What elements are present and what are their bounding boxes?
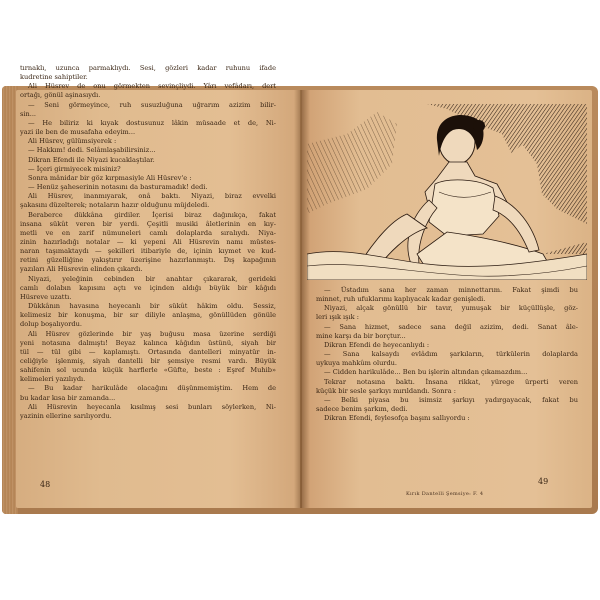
text-line: naran taşımaktaydı — şekilleri itibariyle de, içinin kıymet ve kud- xyxy=(20,247,276,256)
text-line: mine karşı da bir borçtur... xyxy=(316,331,406,340)
text-line: camlı dolabın kapısını açtı ve içinden aldığı büyük bir kâğıdı xyxy=(20,283,276,292)
text-line: Ali Hüsrev, inanmıyarak, onâ baktı. Niyazi, biraz evvelki xyxy=(28,192,276,201)
right-page-text xyxy=(316,286,578,423)
text-line: — Henüz şaheserinin notasını da basturamadık! dedi. xyxy=(28,183,208,192)
text-line: Niyazi, alçak gönüllü bir tavır, yumuşak bir küçüllüşle, göz- xyxy=(324,304,578,313)
text-line: insana sükût veren bir yerdi. Çeşitli musiki âletlerinin en kıy- xyxy=(20,219,276,228)
text-line: Beraberce dükkâna girdiler. İçerisi biraz dağınıkça, fakat xyxy=(28,210,276,219)
left-page-text xyxy=(20,64,276,421)
text-line: — Hakkım! dedi. Selâmlaşabilirsiniz... xyxy=(28,146,156,155)
signature-footer: Kırık Dantelli Şemsiye: F. 4 xyxy=(406,491,484,497)
text-line: kelimeleri yazılıydı. xyxy=(20,375,86,384)
text-line: Dikran Efendi de heyecanlıydı : xyxy=(324,340,430,349)
text-line: — Sana kalsaydı evlâdım şarkıların, türkülerin dolaplarda xyxy=(324,350,578,359)
text-line: yazıları Ali Hüsrevin elinden çıkardı. xyxy=(20,265,143,274)
right-page-number: 49 xyxy=(538,477,549,486)
text-line: bu kadar kısa bir zamanda... xyxy=(20,393,116,402)
text-line: — Seni görmeyince, ruh susuzluğuna uğrarım azizim bilir- xyxy=(28,100,276,109)
text-line: Ali Hüsrev, gülümsiyerek : xyxy=(28,137,117,146)
left-page-number: 48 xyxy=(40,480,51,489)
text-line: Ali Hüsrev gözlerinde bir yaş buğusu masa üzerine serdiği xyxy=(28,329,276,338)
text-line: metli ve en zarif nümuneleri camlı dolaplarda sıralıydı. Niya- xyxy=(20,228,276,237)
text-line: kelimesiz bir konuşma, bir sır diliyle anlaşma, gönüllüden gönüle xyxy=(20,311,276,320)
text-line: Dükkânın havasına heyecanlı bir sükût hâkim oldu. Sessiz, xyxy=(28,302,276,311)
text-line: yazinin ellerine sarılıyordu. xyxy=(20,411,112,420)
text-line: dolup boşalıyordu. xyxy=(20,320,82,329)
text-line: retini güzelliğine yakıştırır üzerişine hazırlanmıştı. Dış kapağının xyxy=(20,256,276,265)
text-line: Dikran Efendi ile Niyazi kucaklaştılar. xyxy=(28,155,155,164)
text-line: Dikran Efendi, feylesofça başını sallıyordu : xyxy=(324,414,470,423)
book-gutter xyxy=(294,90,310,508)
text-line: küçük bir sesle şarkıyı mırıldandı. Sonra : xyxy=(316,386,456,395)
text-line: tül — tül gibi — kaplamıştı. Ortasında dantelleri minyatür in- xyxy=(20,347,276,356)
text-line: — Belki piyasa bu isimsiz şarkıyı yadırgayacak, fakat bu xyxy=(324,395,578,404)
text-line: Ali Hüsrevin heyecanla kısılmış sesi bunları söylerken, Ni- xyxy=(28,402,276,411)
text-line: yazi ile ben de musafaha edeyim... xyxy=(20,128,136,137)
text-line: yeni notasına dalmıştı! Beyaz kalınca kâğıdın üstünü, siyah bir xyxy=(20,338,276,347)
text-line: Niyazi, yeleğinin cebinden bir anahtar çıkararak, gerideki xyxy=(28,274,276,283)
text-line: — Üstadım sana her zaman minnettarım. Fakat şimdi bu xyxy=(324,286,578,294)
text-line: zinin hazırladığı notalar — ki yepeni Ali Hüsrevin namı müstes- xyxy=(20,237,276,246)
text-line: — Sana hizmet, sadece sana değil azizim, dedi. Sanat âle- xyxy=(324,322,578,331)
text-line: sin... xyxy=(20,109,37,118)
text-line: sahifenin sol ucunda küçük harflerle «Güfte, beste : Eşref Muhib» xyxy=(20,366,276,375)
text-line: uykuya mahkûm olurdu. xyxy=(316,359,398,368)
text-line: sadece benim şarkım, dedi. xyxy=(316,405,408,414)
text-line: — Cidden harikulâde... Ben bu işlerin altından çıkamazdım... xyxy=(324,368,528,377)
text-line: Ali Hüsrev de onu görmekten sevinçliydi. Yârı vefâdarı, dert xyxy=(28,82,276,91)
text-line: minnet, ruh ufuklarımı kaplıyacak kadar genişledi. xyxy=(316,295,486,304)
text-line: — He biliriz ki kıyak dostusunuz lâkin müsaade et de, Ni- xyxy=(28,118,276,127)
text-line: celiğiyle işlenmiş, siyah dantelli bir şemsiye resmi vardı. Büyük xyxy=(20,357,276,365)
text-line: leri ışık ışık : xyxy=(316,313,359,322)
text-line: kudretine sahiptiler. xyxy=(20,73,88,82)
text-line: şakasını düzelterek; notaların hazır olduğunu müjdeledi. xyxy=(20,201,210,210)
text-line: — Bu kadar harikulâde olacağını düşünmemiştim. Hem de xyxy=(28,384,276,393)
text-line: tırnaklı, uzunca parmaklıydı. Sesi, gözleri kadar ruhunu ifade xyxy=(20,64,276,72)
text-line: Sonra mânidar bir göz kırpmasiyle Ali Hüsrev'e : xyxy=(28,173,192,182)
text-line: — İçeri girmiyecek misiniz? xyxy=(28,164,121,173)
woman-illustration xyxy=(307,104,587,280)
text-line: Hüsreve uzattı. xyxy=(20,292,72,301)
text-line: ortağı, gönül aşinasıydı. xyxy=(20,91,101,100)
text-line: Tekrar notasına baktı. İnsana rikkat, yürege ürperti veren xyxy=(324,377,578,386)
